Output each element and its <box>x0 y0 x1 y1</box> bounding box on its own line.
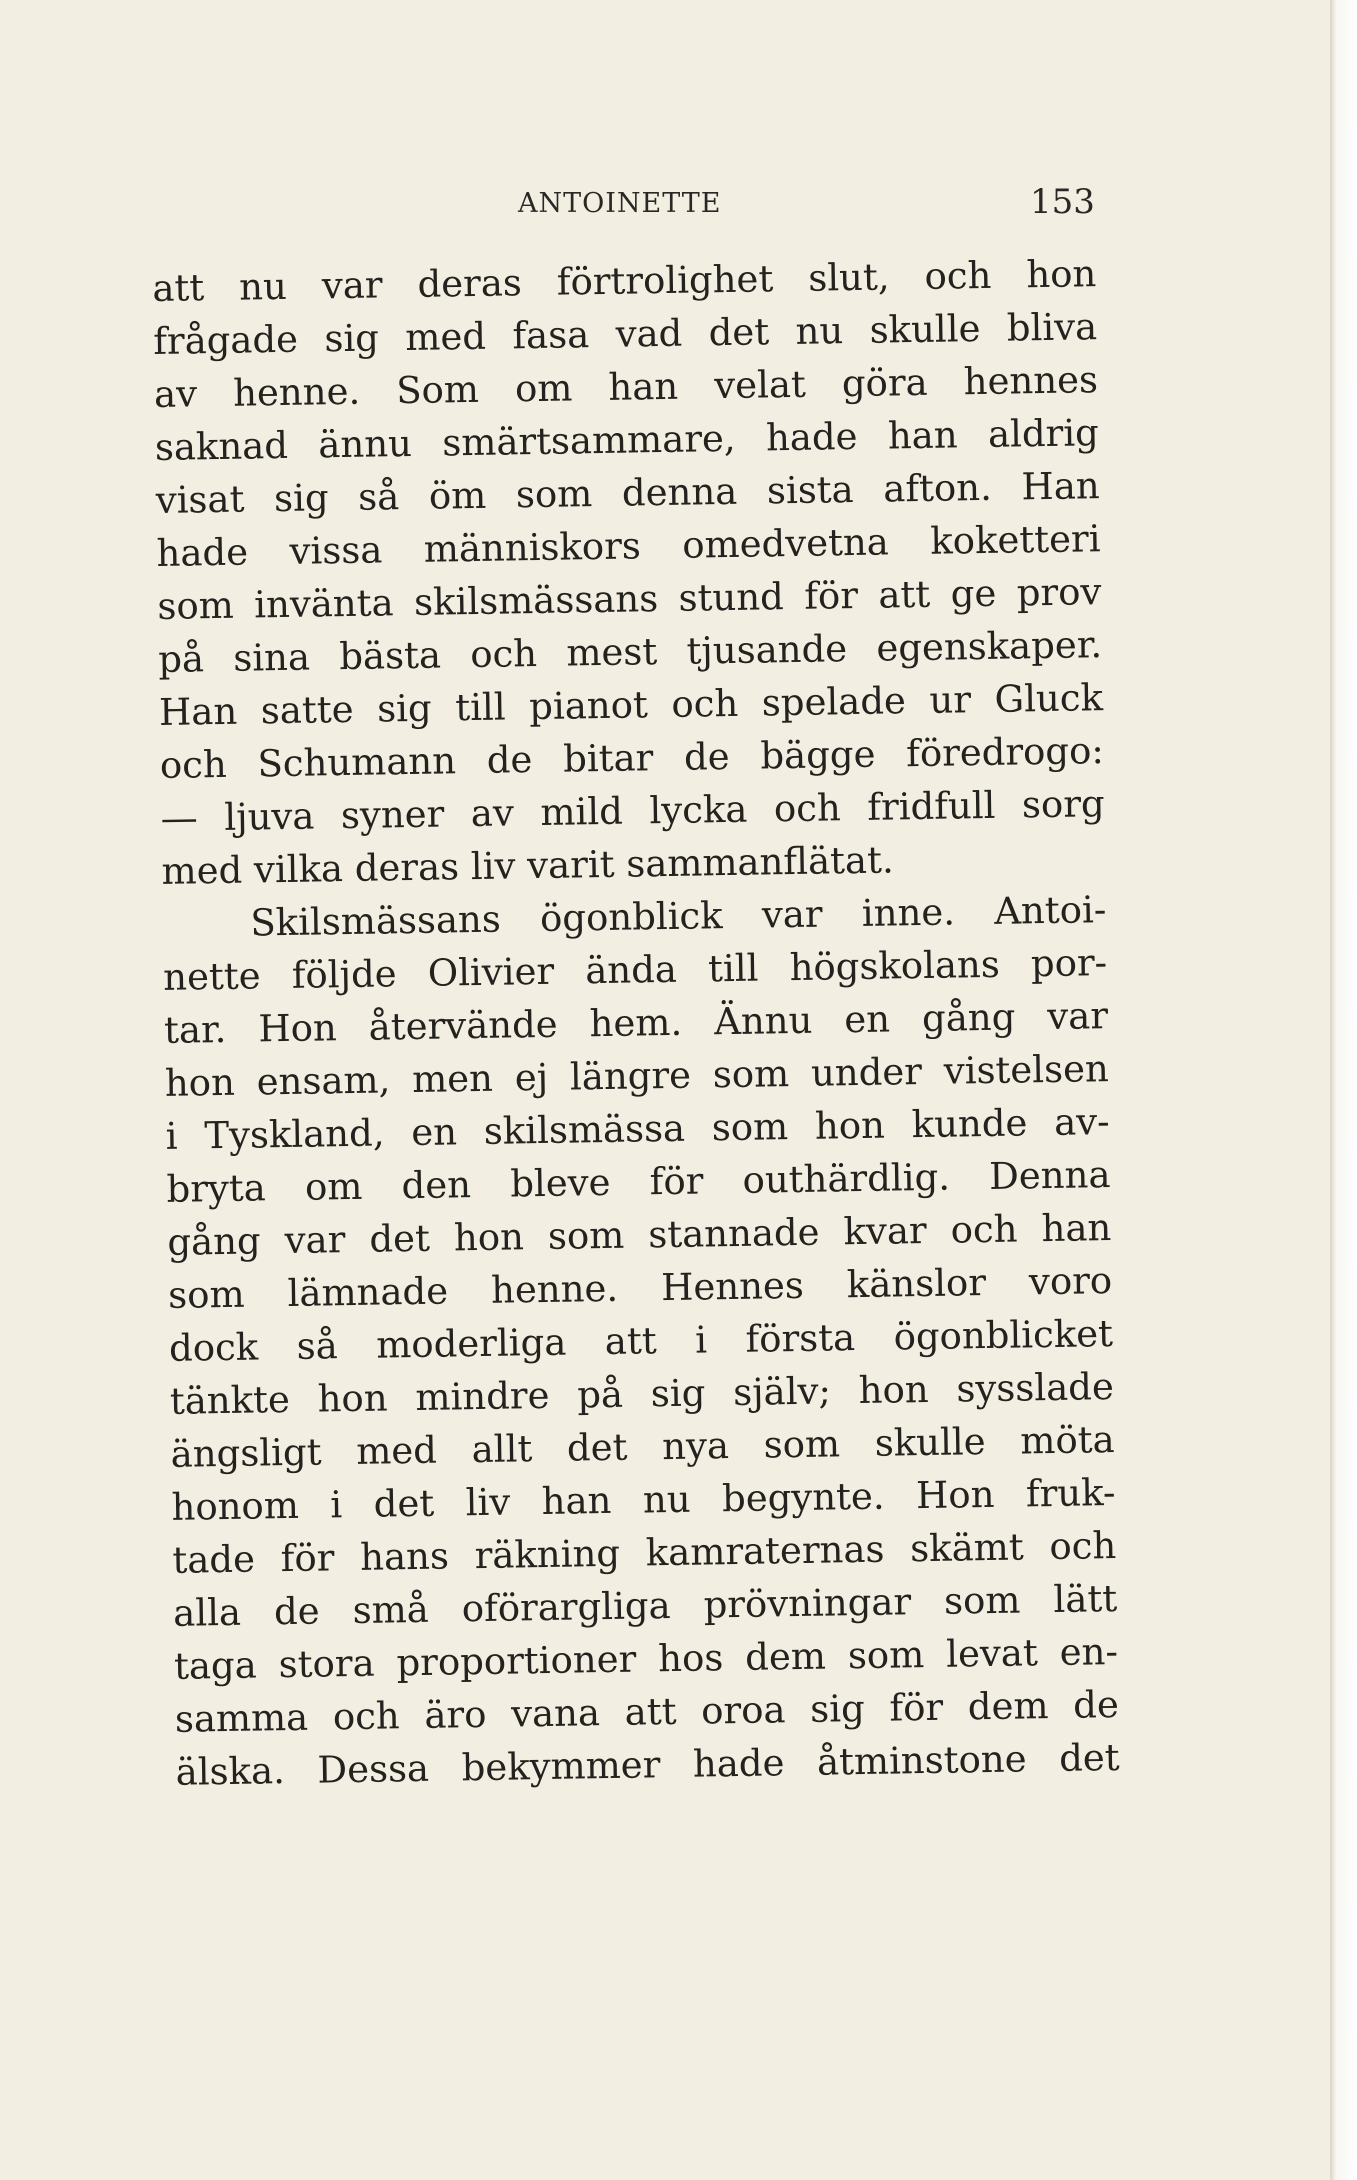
text-line: nette följde Olivier ända till högskolans por- <box>162 941 1108 999</box>
text-line: som inväntа skilsmässans stund för att ge prov <box>157 570 1102 628</box>
text-line: frågade sig med fasa vad det nu skulle bliva <box>152 305 1098 363</box>
text-line: saknad ännu smärtsammare, hade han aldrig <box>154 411 1100 469</box>
text-line: visat sig så öm som denna sista afton. Han <box>155 464 1100 522</box>
body-text <box>152 247 1120 1799</box>
text-line: gång var det hon som stannade kvar och han <box>167 1206 1112 1264</box>
text-line: taga stora proportioner hos dem som levat en- <box>173 1630 1119 1688</box>
text-line: i Tyskland, en skilsmässa som hon kunde av- <box>165 1100 1110 1158</box>
text-line: dock så moderliga att i första ögonblicket <box>168 1312 1114 1370</box>
running-head: ANTOINETTE <box>518 188 722 219</box>
text-line: Han satte sig till pianot och spelade ur Gluck <box>158 676 1104 734</box>
text-line: tade för hans räkning kamraternas skämt och <box>172 1524 1117 1582</box>
text-line: med vilka deras liv varit sammanflätat. <box>161 838 894 893</box>
text-line: — ljuva syner av mild lycka och fridfull sorg <box>160 782 1105 840</box>
page-edge-shadow <box>1330 0 1357 2180</box>
text-line: som lämnade henne. Hennes känslor voro <box>167 1259 1113 1317</box>
text-line: på sina bästa och mest tjusande egenskaper. <box>157 623 1103 681</box>
text-line: tar. Hon återvände hem. Ännu en gång var <box>163 994 1109 1052</box>
text-line: älska. Dessa bekymmer hade åtminstone det <box>175 1735 1120 1794</box>
text-line: ängsligt med allt det nya som skulle möta <box>170 1418 1115 1476</box>
page-number: 153 <box>1030 182 1095 222</box>
text-line: samma och äro vana att oroa sig för dem de <box>174 1682 1120 1741</box>
text-line: honom i det liv han nu begynte. Hon fruk- <box>171 1471 1116 1529</box>
text-line: alla de små oförargliga prövningar som lätt <box>172 1577 1118 1635</box>
text-line: hon ensam, men ej längre som under vistelsen <box>164 1047 1110 1105</box>
text-line: och Schumann de bitar de bägge föredrogo: <box>159 729 1105 787</box>
text-line: av henne. Som om han velat göra hennes <box>153 358 1099 416</box>
text-line: bryta om den bleve för outhärdlig. Denna <box>166 1153 1111 1211</box>
text-line: tänkte hon mindre på sig själv; hon sysslade <box>169 1365 1115 1423</box>
text-line: att nu var deras förtrolighet slut, och hon <box>152 252 1097 310</box>
text-line: Skilsmässans ögonblick var inne. Antoi- <box>250 888 1107 945</box>
text-line: hade vissa människors omedvetna koketteri <box>156 517 1101 575</box>
